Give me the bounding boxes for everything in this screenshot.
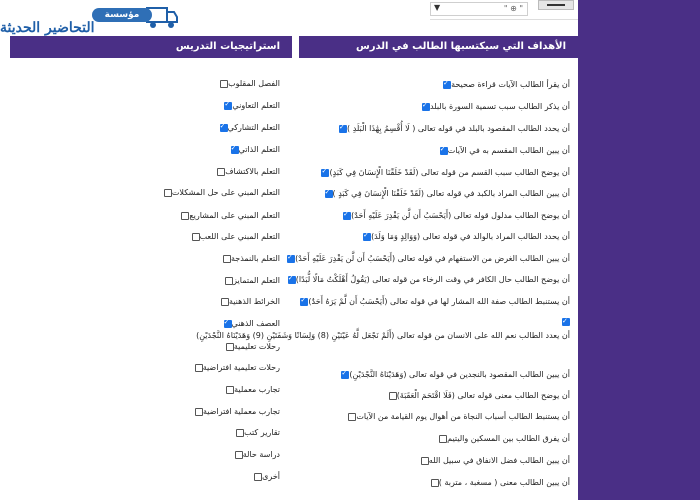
checkbox-label: أن يستنبط الطالب صفة الله المشار لها في قوله تعالى (أَيَحْسَبُ أَن لَّمْ يَرَهُ أَحَدٌ): [308, 297, 570, 306]
strategy-item[interactable]: [188, 232, 280, 241]
checkbox[interactable]: [164, 189, 172, 197]
checkbox-label: تجارب معملية افتراضية: [202, 407, 280, 416]
checkbox[interactable]: [343, 212, 351, 220]
strategy-item[interactable]: [222, 342, 280, 351]
checkbox-label: أن يبين الطالب المقصود بالنجدين في قوله تعالى (وَهَدَيْنَاهُ النَّجْدَيْنِ): [349, 370, 570, 379]
checkbox[interactable]: [389, 392, 397, 400]
checkbox-label: أن يبين الطالب فضل الانفاق في سبيل الله: [428, 456, 570, 465]
checkbox[interactable]: [223, 255, 231, 263]
objective-item[interactable]: [321, 189, 570, 198]
strategy-item[interactable]: [217, 297, 280, 306]
checkbox-label: الفصل المقلوب: [228, 79, 280, 88]
right-sidebar: [578, 0, 700, 500]
checkbox[interactable]: [348, 413, 356, 421]
objective-item[interactable]: [418, 102, 570, 111]
checkbox-label: تقارير كتب: [244, 428, 280, 437]
objective-item[interactable]: [435, 434, 570, 443]
checkbox[interactable]: [341, 371, 349, 379]
select-value: " ⊕ ": [503, 4, 523, 13]
checkbox-label: أن يعدد الطالب نعم الله على الانسان من قوله تعالى (أَلَمْ نَجْعَل لَّهُ عَيْنَيْنِ (8) وَلِسَانًا وَشَفَتَيْنِ (9) وَهَدَيْنَاهُ النَّجْدَيْنِ): [196, 331, 570, 340]
checkbox[interactable]: [192, 233, 200, 241]
checkbox-label: دراسة حالة: [242, 450, 280, 459]
objective-item[interactable]: [359, 232, 570, 241]
checkbox-label: أن يحدد الطالب المقصود بالبلد في قوله تعالى ( لَا أُقْسِمُ بِهَٰذَا الْبَلَدِ ): [347, 124, 570, 133]
objective-item[interactable]: [385, 391, 570, 400]
objective-item[interactable]: [436, 146, 570, 155]
checkbox[interactable]: [254, 473, 262, 481]
checkbox[interactable]: [439, 435, 447, 443]
checkbox-label: رحلات تعليمية افتراضية: [202, 363, 280, 372]
checkbox-label: أن يحدد الطالب المراد بالوالد في قوله تعالى (وَوَالِدٍ وَمَا وَلَدَ): [371, 232, 570, 241]
checkbox-label: العصف الذهني: [231, 319, 280, 328]
objective-item[interactable]: [296, 297, 570, 306]
checkbox-label: أن يستنبط الطالب أسباب النجاة من أهوال يوم القيامة من الآيات: [356, 412, 570, 421]
objective-item[interactable]: [335, 124, 570, 133]
checkbox-label: تجارب معملية: [234, 385, 280, 394]
checkbox[interactable]: [231, 146, 239, 154]
checkbox[interactable]: [431, 479, 439, 487]
checkbox-label: رحلات تعليمية: [233, 342, 280, 351]
checkbox-label: أن يوضح الطالب مدلول قوله تعالى (أَيَحْسَبُ أَن لَّن يَقْدِرَ عَلَيْهِ أَحَدٌ): [351, 211, 570, 220]
checkbox[interactable]: [181, 212, 189, 220]
logo-line2: التحاضير الحديثة: [0, 20, 95, 36]
strategy-item[interactable]: [216, 123, 280, 132]
checkbox-label: التعلم المبني على اللعب: [199, 232, 280, 241]
objective-item[interactable]: [284, 275, 570, 284]
checkbox-label: أن يبين الطالب المراد بالكبد في قوله تعالى (لَقَدْ خَلَقْنَا الْإِنسَانَ فِي كَبَدٍ ): [332, 189, 570, 198]
checkbox-label: التعلم التشاركي: [227, 123, 280, 132]
strategy-item[interactable]: [222, 385, 280, 394]
checkbox[interactable]: [195, 364, 203, 372]
checkbox[interactable]: [363, 233, 371, 241]
strategy-item[interactable]: [220, 319, 280, 328]
objective-item[interactable]: [339, 211, 570, 220]
checkbox[interactable]: [226, 386, 234, 394]
checkbox[interactable]: [321, 169, 329, 177]
checkbox-label: التعلم الذاتي: [238, 145, 280, 154]
checkbox[interactable]: [443, 81, 451, 89]
checkbox-label: أن يذكر الطالب سبب تسمية السورة بالبلد: [430, 102, 570, 111]
checkbox[interactable]: [339, 125, 347, 133]
scroll-fade: [0, 488, 578, 500]
checkbox[interactable]: [287, 255, 295, 263]
checkbox-label: التعلم المتمايز: [233, 276, 280, 285]
checkbox[interactable]: [195, 408, 203, 416]
checkbox[interactable]: [226, 343, 234, 351]
checkbox[interactable]: [422, 103, 430, 111]
keyboard-icon[interactable]: [538, 0, 574, 10]
checkbox[interactable]: [325, 190, 333, 198]
checkbox-label: أن يوضح الطالب حال الكافر في وقت الرخاء من قوله تعالى (يَقُولُ أَهْلَكْتُ مَالًا لُّبَدًا): [295, 275, 570, 284]
checkbox-label: أن يقرأ الطالب الآيات قراءة صحيحة: [451, 80, 570, 89]
strategy-item[interactable]: [191, 363, 280, 372]
checkbox-label: التعلم بالنمذجة: [230, 254, 280, 263]
checkbox[interactable]: [440, 147, 448, 155]
site-logo[interactable]: [0, 0, 190, 40]
top-select[interactable]: [430, 2, 528, 16]
objective-item[interactable]: [427, 478, 570, 487]
checkbox[interactable]: [217, 168, 225, 176]
checkbox[interactable]: [288, 276, 296, 284]
objective-item[interactable]: [344, 412, 570, 421]
strategy-item[interactable]: [221, 276, 280, 285]
checkbox[interactable]: [562, 318, 570, 326]
objective-item[interactable]: [283, 254, 570, 263]
chevron-down-icon: ▼: [434, 3, 441, 12]
objectives-header: الأهداف التي سيكتسبها الطالب في الدرس: [299, 36, 578, 58]
checkbox[interactable]: [221, 298, 229, 306]
divider: [430, 19, 578, 20]
checkbox[interactable]: [220, 80, 228, 88]
objective-item[interactable]: [317, 168, 570, 177]
strategy-item[interactable]: [177, 211, 280, 220]
checkbox-label: أن يبين الطالب الغرض من الاستفهام في قوله تعالى (أَيَحْسَبُ أَن لَّن يَقْدِرَ عَلَيْهِ أَحَدٌ): [295, 254, 570, 263]
checkbox[interactable]: [224, 102, 232, 110]
objective-item[interactable]: [130, 330, 570, 341]
checkbox-label: الخرائط الذهنية: [228, 297, 280, 306]
checkbox-label: أن يفرق الطالب بين المسكين واليتيم: [447, 434, 570, 443]
logo-line1: مؤسسة: [92, 8, 152, 22]
checkbox-label: التعلم التعاوني: [232, 101, 280, 110]
checkbox[interactable]: [235, 451, 243, 459]
strategy-item[interactable]: [216, 79, 280, 88]
checkbox[interactable]: [224, 320, 232, 328]
strategy-item[interactable]: [220, 101, 280, 110]
strategy-item[interactable]: [191, 407, 280, 416]
checkbox-label: التعلم بالاكتشاف: [225, 167, 280, 176]
checkbox-label: أن يبين الطالب معنى ( مسغبة ، متربة ): [438, 478, 570, 487]
strategy-item[interactable]: [227, 145, 280, 154]
checkbox[interactable]: [236, 429, 244, 437]
checkbox[interactable]: [220, 124, 228, 132]
objective-item[interactable]: [439, 80, 570, 89]
checkbox-label: التعلم المبني على المشاريع: [189, 211, 280, 220]
strategy-item[interactable]: [160, 188, 280, 197]
objective-item[interactable]: [337, 370, 570, 379]
checkbox[interactable]: [421, 457, 429, 465]
strategy-item[interactable]: [232, 428, 280, 437]
checkbox[interactable]: [300, 298, 308, 306]
strategy-item[interactable]: [213, 167, 280, 176]
checkbox-label: أخرى: [262, 472, 280, 481]
checkbox-label: التعلم المبني على حل المشكلات: [171, 188, 280, 197]
checkbox[interactable]: [225, 277, 233, 285]
strategy-item[interactable]: [231, 450, 280, 459]
objective-item[interactable]: [417, 456, 570, 465]
checkbox-label: أن يوضح الطالب سبب القسم من قوله تعالى (لَقَدْ خَلَقْنَا الْإِنسَانَ فِي كَبَدٍ): [329, 168, 570, 177]
checkbox-label: أن يوضح الطالب معنى قوله تعالى (فَلَا اقْتَحَمَ الْعَقَبَةَ): [396, 391, 570, 400]
checkbox-label: أن يبين الطالب المقسم به في الآيات: [447, 146, 570, 155]
strategies-header: استراتيجيات التدريس: [10, 36, 292, 58]
strategy-item[interactable]: [250, 472, 280, 481]
strategy-item[interactable]: [219, 254, 280, 263]
